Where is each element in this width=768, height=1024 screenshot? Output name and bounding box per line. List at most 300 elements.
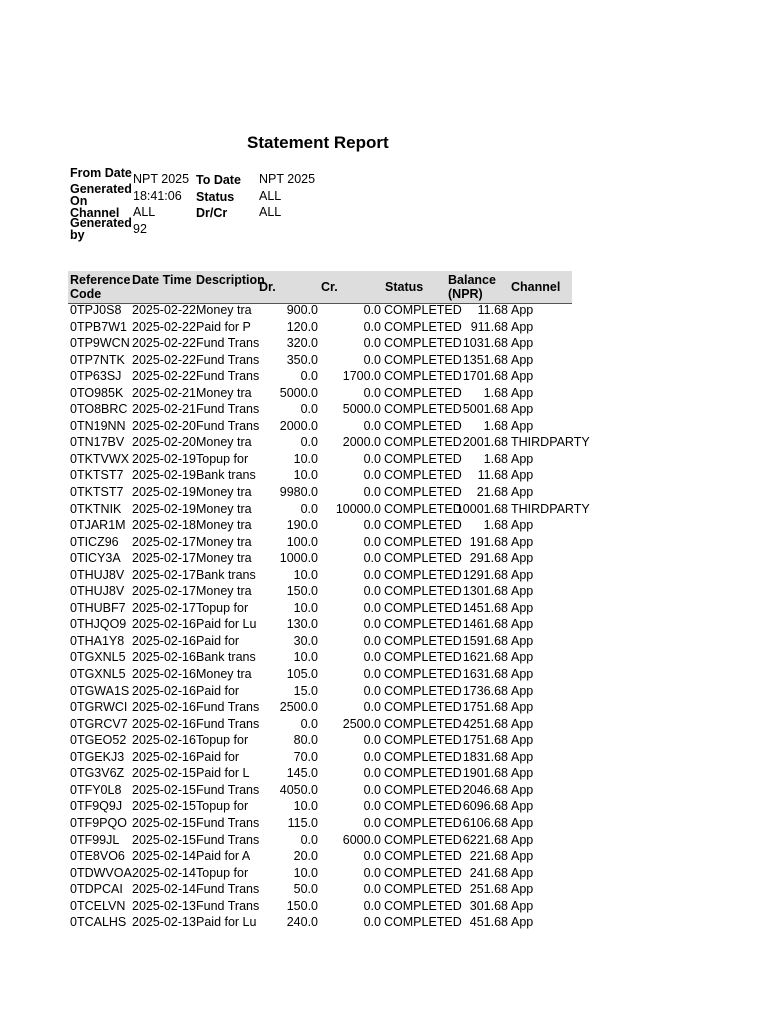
cell-date-time: 2025-02-18 <box>132 518 196 533</box>
cell-description: Paid for L <box>196 766 250 781</box>
cell-description: Paid for <box>196 683 240 698</box>
cell-debit: 9980.0 <box>279 485 318 500</box>
generated-by-value: 92 <box>133 222 147 236</box>
cell-date-time: 2025-02-20 <box>132 418 196 433</box>
cell-channel: App <box>511 882 534 897</box>
cell-debit: 350.0 <box>286 352 318 367</box>
cell-status: COMPLETED <box>384 683 462 698</box>
cell-credit: 0.0 <box>363 352 381 367</box>
cell-status: COMPLETED <box>384 485 462 500</box>
cell-reference-code: 0TPJ0S8 <box>70 303 122 317</box>
cell-description: Paid for <box>196 749 240 764</box>
cell-date-time: 2025-02-19 <box>132 468 196 483</box>
cell-description: Fund Trans <box>196 716 260 731</box>
cell-channel: App <box>511 650 534 665</box>
cell-date-time: 2025-02-16 <box>132 716 196 731</box>
cell-credit: 0.0 <box>363 617 381 632</box>
cell-channel: App <box>511 815 534 830</box>
cell-credit: 0.0 <box>363 319 381 334</box>
cell-debit: 130.0 <box>286 617 318 632</box>
cell-reference-code: 0THUJ8V <box>70 584 125 599</box>
channel-value: ALL <box>133 205 156 219</box>
cell-status: COMPLETED <box>384 352 462 367</box>
cell-channel: App <box>511 700 534 715</box>
table-row <box>68 800 572 817</box>
cell-date-time: 2025-02-21 <box>132 385 196 400</box>
cell-debit: 0.0 <box>300 832 318 847</box>
cell-channel: App <box>511 385 534 400</box>
cell-date-time: 2025-02-15 <box>132 799 196 814</box>
cell-channel: App <box>511 766 534 781</box>
report-title: Statement Report <box>247 133 389 152</box>
cell-credit: 0.0 <box>363 468 381 483</box>
cell-balance: 1031.68 <box>462 336 508 351</box>
table-row <box>68 900 572 917</box>
cell-debit: 10.0 <box>293 799 318 814</box>
table-row <box>68 834 572 851</box>
from-date-value: NPT 2025 <box>133 172 190 186</box>
cell-debit: 105.0 <box>286 667 318 682</box>
cell-reference-code: 0TDWVOA <box>70 865 132 880</box>
cell-debit: 0.0 <box>300 402 318 417</box>
cell-channel: App <box>511 782 534 797</box>
cell-reference-code: 0TF9Q9J <box>70 799 123 814</box>
table-row <box>68 668 572 685</box>
cell-date-time: 2025-02-16 <box>132 633 196 648</box>
cell-channel: App <box>511 617 534 632</box>
cell-date-time: 2025-02-17 <box>132 567 196 582</box>
cell-description: Paid for P <box>196 319 251 334</box>
cell-credit: 0.0 <box>363 882 381 897</box>
cell-credit: 10000.0 <box>335 501 381 516</box>
table-row <box>68 536 572 553</box>
table-row <box>68 767 572 784</box>
cell-date-time: 2025-02-16 <box>132 667 196 682</box>
table-row <box>68 435 590 453</box>
cell-channel: App <box>511 518 534 533</box>
cell-balance: 5001.68 <box>462 402 508 417</box>
table-row <box>68 585 572 602</box>
cell-date-time: 2025-02-15 <box>132 815 196 830</box>
cell-credit: 0.0 <box>363 766 381 781</box>
cell-balance: 11.68 <box>477 468 508 483</box>
cell-credit: 2000.0 <box>342 435 381 450</box>
col-header-description: Description <box>196 273 265 287</box>
col-header-balance: Balance (NPR) <box>448 273 496 301</box>
table-row <box>68 784 572 801</box>
cell-description: Money tra <box>196 518 252 533</box>
generated-on-label: Generated On <box>70 182 132 208</box>
table-row <box>68 337 572 354</box>
cell-reference-code: 0TICZ96 <box>70 534 119 549</box>
cell-channel: App <box>511 369 534 384</box>
cell-description: Fund Trans <box>196 336 260 351</box>
cell-date-time: 2025-02-17 <box>132 600 196 615</box>
cell-status: COMPLETED <box>384 435 462 450</box>
cell-channel: THIRDPARTY <box>511 435 590 450</box>
cell-credit: 0.0 <box>363 650 381 665</box>
cell-credit: 0.0 <box>363 418 381 433</box>
cell-debit: 150.0 <box>286 584 318 599</box>
cell-channel: App <box>511 898 534 913</box>
cell-reference-code: 0TGEO52 <box>70 733 127 748</box>
cell-status: COMPLETED <box>384 534 462 549</box>
cell-status: COMPLETED <box>384 501 462 516</box>
table-row <box>68 403 572 420</box>
cell-status: COMPLETED <box>384 832 462 847</box>
status-label: Status <box>196 190 235 204</box>
cell-credit: 0.0 <box>363 551 381 566</box>
cell-status: COMPLETED <box>384 551 462 566</box>
table-row <box>68 651 572 668</box>
cell-description: Bank trans <box>196 468 256 483</box>
cell-credit: 0.0 <box>363 667 381 682</box>
cell-debit: 10.0 <box>293 468 318 483</box>
cell-date-time: 2025-02-19 <box>132 451 196 466</box>
table-row <box>68 519 572 536</box>
cell-reference-code: 0TP7NTK <box>70 352 125 367</box>
cell-date-time: 2025-02-13 <box>132 898 196 913</box>
table-row <box>68 321 572 338</box>
cell-description: Topup for <box>196 799 249 814</box>
cell-status: COMPLETED <box>384 319 462 334</box>
cell-date-time: 2025-02-15 <box>132 782 196 797</box>
cell-balance: 241.68 <box>469 865 508 880</box>
cell-description: Money tra <box>196 667 252 682</box>
cell-balance: 1.68 <box>483 451 508 466</box>
cell-status: COMPLETED <box>384 733 462 748</box>
cell-debit: 120.0 <box>286 319 318 334</box>
cell-balance: 11.68 <box>477 303 508 317</box>
cell-description: Fund Trans <box>196 369 260 384</box>
cell-credit: 0.0 <box>363 567 381 582</box>
cell-status: COMPLETED <box>384 369 462 384</box>
table-row <box>68 734 572 751</box>
cell-reference-code: 0TGRWCI <box>70 700 128 715</box>
cell-channel: App <box>511 468 534 483</box>
cell-channel: App <box>511 749 534 764</box>
cell-credit: 0.0 <box>363 733 381 748</box>
cell-credit: 0.0 <box>363 898 381 913</box>
cell-reference-code: 0TICY3A <box>70 551 121 566</box>
cell-channel: App <box>511 915 534 930</box>
cell-status: COMPLETED <box>384 600 462 615</box>
cell-reference-code: 0TKTVWX <box>70 451 130 466</box>
table-row <box>68 618 572 635</box>
cell-status: COMPLETED <box>384 584 462 599</box>
cell-channel: THIRDPARTY <box>511 501 590 516</box>
cell-status: COMPLETED <box>384 865 462 880</box>
cell-date-time: 2025-02-22 <box>132 352 196 367</box>
table-row <box>68 469 572 486</box>
cell-credit: 0.0 <box>363 865 381 880</box>
cell-description: Bank trans <box>196 567 256 582</box>
cell-date-time: 2025-02-17 <box>132 534 196 549</box>
cell-channel: App <box>511 799 534 814</box>
cell-description: Fund Trans <box>196 898 260 913</box>
cell-status: COMPLETED <box>384 849 462 864</box>
table-row <box>68 354 572 371</box>
cell-reference-code: 0TO8BRC <box>70 402 128 417</box>
cell-credit: 0.0 <box>363 683 381 698</box>
cell-balance: 1631.68 <box>462 667 508 682</box>
cell-status: COMPLETED <box>384 782 462 797</box>
cell-description: Paid for Lu <box>196 915 257 930</box>
cell-debit: 10.0 <box>293 600 318 615</box>
cell-channel: App <box>511 303 534 317</box>
cell-status: COMPLETED <box>384 749 462 764</box>
cell-balance: 21.68 <box>476 485 508 500</box>
cell-debit: 30.0 <box>293 633 318 648</box>
table-row <box>68 569 572 586</box>
cell-debit: 10.0 <box>293 451 318 466</box>
cell-debit: 0.0 <box>300 435 318 450</box>
cell-reference-code: 0TF9PQO <box>70 815 127 830</box>
table-body <box>68 303 590 933</box>
cell-debit: 10.0 <box>293 865 318 880</box>
cell-balance: 2046.68 <box>462 782 508 797</box>
cell-description: Topup for <box>196 451 249 466</box>
cell-date-time: 2025-02-16 <box>132 617 196 632</box>
cell-channel: App <box>511 865 534 880</box>
table-row <box>68 817 572 834</box>
cell-status: COMPLETED <box>384 336 462 351</box>
table-row <box>68 751 572 768</box>
cell-description: Fund Trans <box>196 815 260 830</box>
table-row <box>68 850 572 867</box>
cell-date-time: 2025-02-14 <box>132 865 196 880</box>
cell-status: COMPLETED <box>384 567 462 582</box>
cell-balance: 10001.68 <box>455 501 508 516</box>
cell-reference-code: 0TP9WCN <box>70 336 130 351</box>
cell-status: COMPLETED <box>384 716 462 731</box>
cell-channel: App <box>511 849 534 864</box>
cell-channel: App <box>511 716 534 731</box>
cell-credit: 0.0 <box>363 849 381 864</box>
cell-credit: 0.0 <box>363 451 381 466</box>
cell-credit: 0.0 <box>363 749 381 764</box>
table-row <box>68 453 572 470</box>
cell-credit: 0.0 <box>363 485 381 500</box>
cell-status: COMPLETED <box>384 518 462 533</box>
cell-balance: 6106.68 <box>462 815 508 830</box>
cell-date-time: 2025-02-16 <box>132 700 196 715</box>
cell-channel: App <box>511 633 534 648</box>
table-row <box>68 635 572 652</box>
table-row <box>68 501 590 520</box>
cell-date-time: 2025-02-22 <box>132 319 196 334</box>
cell-description: Topup for <box>196 600 249 615</box>
cell-debit: 20.0 <box>293 849 318 864</box>
cell-status: COMPLETED <box>384 650 462 665</box>
cell-credit: 0.0 <box>363 385 381 400</box>
cell-channel: App <box>511 418 534 433</box>
cell-status: COMPLETED <box>384 799 462 814</box>
cell-debit: 2000.0 <box>279 418 318 433</box>
cell-credit: 5000.0 <box>342 402 381 417</box>
cell-description: Paid for A <box>196 849 251 864</box>
cell-reference-code: 0TJAR1M <box>70 518 126 533</box>
cell-description: Fund Trans <box>196 418 260 433</box>
cell-description: Bank trans <box>196 650 256 665</box>
cell-date-time: 2025-02-17 <box>132 584 196 599</box>
cell-reference-code: 0TN17BV <box>70 435 125 450</box>
cell-debit: 5000.0 <box>279 385 318 400</box>
cell-channel: App <box>511 336 534 351</box>
col-header-channel: Channel <box>511 280 561 294</box>
table-row <box>68 718 572 735</box>
to-date-value: NPT 2025 <box>259 172 316 186</box>
cell-description: Topup for <box>196 865 249 880</box>
cell-credit: 0.0 <box>363 815 381 830</box>
cell-date-time: 2025-02-16 <box>132 733 196 748</box>
cell-status: COMPLETED <box>384 617 462 632</box>
cell-balance: 301.68 <box>469 898 508 913</box>
cell-reference-code: 0TKTST7 <box>70 468 124 483</box>
cell-status: COMPLETED <box>384 766 462 781</box>
table-row <box>68 602 572 619</box>
cell-balance: 6096.68 <box>462 799 508 814</box>
cell-date-time: 2025-02-22 <box>132 336 196 351</box>
cell-credit: 0.0 <box>363 799 381 814</box>
cell-credit: 0.0 <box>363 700 381 715</box>
cell-description: Money tra <box>196 385 252 400</box>
cell-reference-code: 0TN19NN <box>70 418 126 433</box>
cell-description: Fund Trans <box>196 700 260 715</box>
cell-balance: 1.68 <box>483 518 508 533</box>
cell-reference-code: 0TF99JL <box>70 832 120 847</box>
cell-description: Fund Trans <box>196 832 260 847</box>
cell-channel: App <box>511 402 534 417</box>
cell-reference-code: 0THA1Y8 <box>70 633 125 648</box>
cell-balance: 1301.68 <box>462 584 508 599</box>
cell-debit: 15.0 <box>293 683 318 698</box>
cell-date-time: 2025-02-16 <box>132 749 196 764</box>
table-row <box>68 370 572 387</box>
to-date-label: To Date <box>196 173 241 187</box>
cell-credit: 0.0 <box>363 915 381 930</box>
cell-debit: 80.0 <box>293 733 318 748</box>
cell-debit: 4050.0 <box>279 782 318 797</box>
cell-date-time: 2025-02-13 <box>132 915 196 930</box>
cell-channel: App <box>511 832 534 847</box>
cell-status: COMPLETED <box>384 700 462 715</box>
cell-status: COMPLETED <box>384 667 462 682</box>
cell-credit: 0.0 <box>363 336 381 351</box>
cell-description: Money tra <box>196 435 252 450</box>
cell-status: COMPLETED <box>384 633 462 648</box>
cell-description: Money tra <box>196 551 252 566</box>
cell-balance: 6221.68 <box>462 832 508 847</box>
cell-date-time: 2025-02-22 <box>132 369 196 384</box>
cell-description: Fund Trans <box>196 882 260 897</box>
cell-balance: 221.68 <box>469 849 508 864</box>
cell-balance: 1451.68 <box>462 600 508 615</box>
cell-balance: 1351.68 <box>462 352 508 367</box>
cell-credit: 0.0 <box>363 534 381 549</box>
cell-balance: 1291.68 <box>462 567 508 582</box>
cell-balance: 1621.68 <box>462 650 508 665</box>
cell-channel: App <box>511 451 534 466</box>
table-row <box>68 701 572 718</box>
table-row <box>68 387 572 404</box>
cell-debit: 150.0 <box>286 898 318 913</box>
cell-reference-code: 0TGWA1S <box>70 683 130 698</box>
cell-date-time: 2025-02-19 <box>132 485 196 500</box>
cell-date-time: 2025-02-16 <box>132 650 196 665</box>
cell-reference-code: 0TCELVN <box>70 898 126 913</box>
cell-description: Fund Trans <box>196 402 260 417</box>
cell-description: Money tra <box>196 303 252 317</box>
cell-date-time: 2025-02-15 <box>132 832 196 847</box>
cell-description: Money tra <box>196 534 252 549</box>
cell-status: COMPLETED <box>384 451 462 466</box>
cell-description: Paid for Lu <box>196 617 257 632</box>
cell-description: Topup for <box>196 733 249 748</box>
cell-reference-code: 0TFY0L8 <box>70 782 122 797</box>
cell-status: COMPLETED <box>384 915 462 930</box>
from-date-label: From Date <box>70 166 132 180</box>
cell-reference-code: 0TKTST7 <box>70 485 124 500</box>
cell-balance: 2001.68 <box>462 435 508 450</box>
cell-date-time: 2025-02-16 <box>132 683 196 698</box>
cell-reference-code: 0TCALHS <box>70 915 127 930</box>
cell-reference-code: 0THJQO9 <box>70 617 127 632</box>
cell-debit: 70.0 <box>293 749 318 764</box>
cell-debit: 0.0 <box>300 369 318 384</box>
cell-channel: App <box>511 584 534 599</box>
cell-channel: App <box>511 352 534 367</box>
cell-status: COMPLETED <box>384 418 462 433</box>
cell-debit: 2500.0 <box>279 700 318 715</box>
cell-balance: 1.68 <box>483 385 508 400</box>
cell-channel: App <box>511 551 534 566</box>
cell-reference-code: 0TPB7W1 <box>70 319 127 334</box>
cell-channel: App <box>511 319 534 334</box>
cell-channel: App <box>511 600 534 615</box>
col-header-credit: Cr. <box>321 280 338 294</box>
cell-description: Money tra <box>196 485 252 500</box>
cell-status: COMPLETED <box>384 882 462 897</box>
cell-reference-code: 0THUBF7 <box>70 600 126 615</box>
cell-channel: App <box>511 567 534 582</box>
table-row <box>68 304 572 321</box>
cell-date-time: 2025-02-22 <box>132 303 196 317</box>
cell-debit: 1000.0 <box>279 551 318 566</box>
table-row <box>68 685 572 702</box>
cell-date-time: 2025-02-15 <box>132 766 196 781</box>
cell-balance: 1701.68 <box>462 369 508 384</box>
generated-by-label: Generated by <box>70 216 132 242</box>
cell-credit: 0.0 <box>363 782 381 797</box>
cell-credit: 0.0 <box>363 518 381 533</box>
cell-debit: 100.0 <box>286 534 318 549</box>
cell-status: COMPLETED <box>384 402 462 417</box>
cell-status: COMPLETED <box>384 898 462 913</box>
cell-reference-code: 0TGEKJ3 <box>70 749 125 764</box>
cell-balance: 451.68 <box>469 915 508 930</box>
cell-reference-code: 0TGXNL5 <box>70 650 126 665</box>
cell-balance: 1831.68 <box>462 749 508 764</box>
cell-credit: 1700.0 <box>342 369 381 384</box>
table-header <box>68 271 572 304</box>
cell-balance: 251.68 <box>469 882 508 897</box>
cell-credit: 0.0 <box>363 584 381 599</box>
cell-debit: 900.0 <box>286 303 318 317</box>
cell-debit: 145.0 <box>286 766 318 781</box>
cell-balance: 911.68 <box>470 319 508 334</box>
cell-reference-code: 0THUJ8V <box>70 567 125 582</box>
